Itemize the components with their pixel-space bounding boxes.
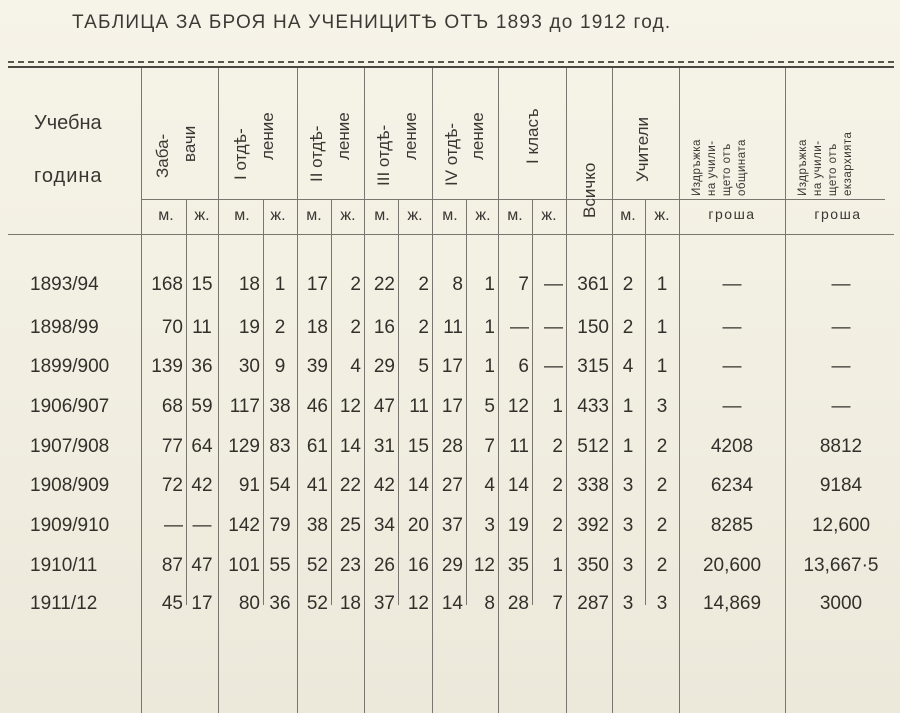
cell-total: 392 bbox=[577, 515, 609, 536]
cell-o1-m: 80 bbox=[238, 593, 260, 614]
header-bottom-rule bbox=[8, 234, 894, 235]
cell-obsh: 20,600 bbox=[702, 555, 762, 576]
cell-year: 1899/900 bbox=[30, 356, 110, 377]
subheader-m: м. bbox=[234, 207, 250, 224]
cell-o1-m: 101 bbox=[228, 555, 260, 576]
cell-o3-m: 42 bbox=[373, 475, 395, 496]
cell-obsh: 14,869 bbox=[702, 593, 762, 614]
cell-zab-zh: 17 bbox=[191, 593, 213, 614]
subheader-grosha: гроша bbox=[708, 206, 756, 222]
cell-o4-zh: 1 bbox=[484, 356, 495, 377]
subheader-zh: ж. bbox=[340, 207, 356, 224]
cell-o3-zh: 15 bbox=[407, 436, 429, 457]
header-otd2-line2: ление bbox=[334, 112, 353, 160]
header-izd-ekzarhiya-line1: Издръжка bbox=[797, 139, 809, 196]
cell-uch-zh: 2 bbox=[656, 555, 668, 576]
cell-total: 150 bbox=[577, 317, 609, 338]
header-otd3-line1: III отдѣ- bbox=[374, 124, 393, 186]
cell-o4-m: 27 bbox=[441, 475, 463, 496]
cell-o1-m: 129 bbox=[228, 436, 260, 457]
subheader-zh: ж. bbox=[270, 207, 286, 224]
cell-uch-m: 1 bbox=[622, 436, 634, 457]
cell-o3-m: 34 bbox=[373, 515, 395, 536]
cell-zab-zh: 11 bbox=[192, 317, 212, 338]
cell-o2-zh: 2 bbox=[350, 317, 361, 338]
cell-ekz: 9184 bbox=[819, 475, 863, 496]
table-row bbox=[0, 390, 900, 424]
cell-k1-m: 7 bbox=[518, 274, 529, 295]
cell-o4-m: 8 bbox=[452, 274, 463, 295]
cell-o1-zh: 83 bbox=[269, 436, 291, 457]
cell-zab-m: 68 bbox=[161, 396, 183, 417]
cell-o3-zh: 2 bbox=[418, 274, 429, 295]
table-row bbox=[0, 311, 900, 345]
header-izd-ekzarhiya-line2: на учили- bbox=[812, 140, 824, 196]
cell-k1-zh: 1 bbox=[552, 555, 563, 576]
cell-o4-m: 29 bbox=[441, 555, 463, 576]
cell-k1-zh: — bbox=[544, 274, 563, 295]
cell-zab-m: 72 bbox=[161, 475, 183, 496]
cell-o4-zh: 5 bbox=[484, 396, 495, 417]
cell-total: 315 bbox=[577, 356, 609, 377]
cell-uch-zh: 1 bbox=[656, 317, 668, 338]
cell-o3-m: 47 bbox=[373, 396, 395, 417]
cell-o2-zh: 22 bbox=[339, 475, 361, 496]
cell-k1-zh: 2 bbox=[552, 515, 563, 536]
subheader-m: м. bbox=[442, 207, 458, 224]
cell-zab-m: 45 bbox=[161, 593, 183, 614]
cell-o1-zh: 36 bbox=[269, 593, 291, 614]
cell-ekz: 8812 bbox=[819, 436, 863, 457]
cell-o3-m: 26 bbox=[373, 555, 395, 576]
cell-o2-zh: 2 bbox=[350, 274, 361, 295]
subheader-zh: ж. bbox=[475, 207, 491, 224]
cell-o2-m: 39 bbox=[306, 356, 328, 377]
cell-year: 1909/910 bbox=[30, 515, 110, 536]
subheader-rule bbox=[141, 199, 885, 200]
cell-uch-m: 1 bbox=[622, 396, 634, 417]
cell-o2-m: 17 bbox=[306, 274, 328, 295]
cell-uch-zh: 2 bbox=[656, 475, 668, 496]
cell-zab-m: 70 bbox=[161, 317, 183, 338]
header-vsichko: Всичко bbox=[580, 162, 599, 218]
table-row bbox=[0, 587, 900, 621]
cell-o1-zh: 2 bbox=[274, 317, 286, 338]
cell-ekz: 13,667·5 bbox=[803, 555, 879, 576]
cell-k1-zh: 2 bbox=[552, 436, 563, 457]
cell-o3-m: 31 bbox=[373, 436, 395, 457]
cell-zab-m: — bbox=[164, 515, 183, 536]
cell-uch-zh: 1 bbox=[656, 274, 668, 295]
cell-o3-zh: 14 bbox=[407, 475, 429, 496]
cell-o3-m: 16 bbox=[373, 317, 395, 338]
subheader-m: м. bbox=[158, 207, 174, 224]
cell-year: 1908/909 bbox=[30, 475, 110, 496]
cell-zab-m: 139 bbox=[151, 356, 183, 377]
subheader-m: м. bbox=[507, 207, 523, 224]
cell-o3-zh: 5 bbox=[418, 356, 429, 377]
cell-ekz: — bbox=[831, 396, 851, 417]
cell-o1-zh: 38 bbox=[269, 396, 291, 417]
cell-k1-m: 6 bbox=[518, 356, 529, 377]
cell-year: 1898/99 bbox=[30, 317, 99, 338]
cell-obsh: 4208 bbox=[710, 436, 754, 457]
cell-o4-zh: 7 bbox=[484, 436, 495, 457]
cell-o2-zh: 4 bbox=[350, 356, 361, 377]
cell-zab-zh: 59 bbox=[191, 396, 213, 417]
cell-o2-m: 52 bbox=[306, 555, 328, 576]
cell-o2-m: 41 bbox=[306, 475, 328, 496]
cell-o2-m: 61 bbox=[306, 436, 328, 457]
header-year-line2: година bbox=[34, 165, 103, 187]
cell-o4-m: 17 bbox=[441, 356, 463, 377]
cell-o1-m: 117 bbox=[229, 396, 260, 417]
cell-k1-zh: 2 bbox=[552, 475, 563, 496]
cell-k1-m: 11 bbox=[509, 436, 529, 457]
cell-obsh: — bbox=[722, 396, 742, 417]
header-otd1-line2: ление bbox=[258, 112, 277, 160]
cell-ekz: 3000 bbox=[819, 593, 863, 614]
cell-o4-m: 14 bbox=[441, 593, 463, 614]
header-otd1-line1: I отдѣ- bbox=[231, 128, 250, 180]
cell-o1-zh: 9 bbox=[274, 356, 286, 377]
cell-o1-m: 19 bbox=[238, 317, 260, 338]
cell-uch-zh: 3 bbox=[656, 396, 668, 417]
cell-zab-zh: — bbox=[192, 515, 212, 536]
cell-year: 1911/12 bbox=[30, 593, 98, 614]
header-zabavachi-line1: Заба- bbox=[153, 133, 172, 178]
cell-total: 350 bbox=[577, 555, 609, 576]
header-izd-ekzarhiya-line4: екзархията bbox=[842, 131, 854, 196]
cell-uch-m: 2 bbox=[622, 274, 634, 295]
cell-o1-m: 30 bbox=[238, 356, 260, 377]
cell-o4-m: 11 bbox=[443, 317, 463, 338]
header-otd4-line1: IV отдѣ- bbox=[442, 122, 461, 186]
header-uchiteli: Учители bbox=[633, 116, 652, 182]
cell-o4-zh: 1 bbox=[484, 274, 495, 295]
cell-o2-zh: 12 bbox=[339, 396, 361, 417]
header-otd3-line2: ление bbox=[401, 112, 420, 160]
cell-ekz: — bbox=[831, 356, 851, 377]
cell-uch-zh: 2 bbox=[656, 436, 668, 457]
cell-zab-m: 168 bbox=[151, 274, 183, 295]
cell-obsh: — bbox=[722, 356, 742, 377]
header-izd-obshtina-line3: щето отъ bbox=[721, 143, 733, 196]
cell-o3-zh: 20 bbox=[407, 515, 429, 536]
subheader-zh: ж. bbox=[654, 207, 670, 224]
cell-o4-zh: 12 bbox=[473, 555, 495, 576]
header-izd-obshtina-line1: Издръжка bbox=[691, 139, 703, 196]
cell-total: 512 bbox=[577, 436, 609, 457]
cell-zab-m: 87 bbox=[161, 555, 183, 576]
cell-uch-m: 2 bbox=[622, 317, 634, 338]
table-row bbox=[0, 549, 900, 583]
cell-o1-m: 142 bbox=[228, 515, 260, 536]
cell-uch-zh: 3 bbox=[656, 593, 668, 614]
cell-o4-zh: 4 bbox=[484, 475, 495, 496]
cell-k1-zh: 7 bbox=[552, 593, 563, 614]
cell-year: 1910/11 bbox=[30, 555, 98, 576]
cell-ekz: — bbox=[831, 274, 851, 295]
cell-k1-m: 12 bbox=[507, 396, 529, 417]
cell-year: 1907/908 bbox=[30, 436, 110, 457]
cell-o3-m: 29 bbox=[373, 356, 395, 377]
cell-o3-zh: 11 bbox=[409, 396, 429, 417]
cell-k1-zh: — bbox=[544, 317, 563, 338]
cell-o4-zh: 1 bbox=[484, 317, 495, 338]
subheader-zh: ж. bbox=[407, 207, 423, 224]
cell-k1-m: 19 bbox=[507, 515, 529, 536]
cell-obsh: 6234 bbox=[710, 475, 754, 496]
subheader-grosha: гроша bbox=[814, 206, 862, 222]
cell-o2-zh: 18 bbox=[339, 593, 361, 614]
cell-o1-zh: 55 bbox=[269, 555, 291, 576]
cell-total: 361 bbox=[577, 274, 609, 295]
cell-k1-zh: 1 bbox=[552, 396, 563, 417]
cell-k1-m: 35 bbox=[507, 555, 529, 576]
cell-o2-zh: 14 bbox=[339, 436, 361, 457]
cell-o2-m: 52 bbox=[306, 593, 328, 614]
cell-zab-m: 77 bbox=[161, 436, 183, 457]
cell-o2-m: 38 bbox=[306, 515, 328, 536]
cell-k1-zh: — bbox=[544, 356, 563, 377]
table-row bbox=[0, 268, 900, 302]
cell-o1-zh: 54 bbox=[269, 475, 291, 496]
cell-o3-m: 37 bbox=[373, 593, 395, 614]
cell-uch-m: 3 bbox=[622, 475, 634, 496]
cell-total: 433 bbox=[577, 396, 609, 417]
subheader-zh: ж. bbox=[194, 207, 210, 224]
cell-o1-zh: 79 bbox=[269, 515, 291, 536]
header-izd-obshtina-line2: на учили- bbox=[706, 140, 718, 196]
cell-o4-zh: 8 bbox=[484, 593, 495, 614]
cell-o4-m: 37 bbox=[441, 515, 463, 536]
cell-o2-zh: 23 bbox=[339, 555, 361, 576]
table-row bbox=[0, 509, 900, 543]
cell-uch-m: 3 bbox=[622, 515, 634, 536]
cell-o1-zh: 1 bbox=[274, 274, 286, 295]
cell-zab-zh: 47 bbox=[191, 555, 213, 576]
cell-o1-m: 18 bbox=[238, 274, 260, 295]
cell-uch-m: 4 bbox=[622, 356, 634, 377]
subheader-m: м. bbox=[374, 207, 390, 224]
cell-o2-zh: 25 bbox=[339, 515, 361, 536]
cell-uch-m: 3 bbox=[622, 593, 634, 614]
cell-o4-zh: 3 bbox=[484, 515, 495, 536]
cell-o3-zh: 16 bbox=[407, 555, 429, 576]
cell-o1-m: 91 bbox=[238, 475, 260, 496]
table-row bbox=[0, 430, 900, 464]
cell-o4-m: 17 bbox=[441, 396, 463, 417]
cell-year: 1893/94 bbox=[30, 274, 99, 295]
cell-uch-zh: 1 bbox=[656, 356, 668, 377]
header-izd-obshtina-line4: общината bbox=[736, 139, 748, 196]
cell-o3-m: 22 bbox=[373, 274, 395, 295]
table-row bbox=[0, 350, 900, 384]
cell-k1-m: 14 bbox=[507, 475, 529, 496]
subheader-zh: ж. bbox=[541, 207, 557, 224]
table-row bbox=[0, 469, 900, 503]
header-klas1: I класъ bbox=[523, 108, 542, 164]
subheader-m: м. bbox=[620, 207, 636, 224]
cell-uch-zh: 2 bbox=[656, 515, 668, 536]
cell-obsh: — bbox=[722, 317, 742, 338]
cell-total: 338 bbox=[577, 475, 609, 496]
cell-k1-m: — bbox=[510, 317, 529, 338]
header-year-line1: Учебна bbox=[34, 112, 102, 134]
cell-zab-zh: 36 bbox=[191, 356, 213, 377]
cell-obsh: 8285 bbox=[710, 515, 754, 536]
cell-o3-zh: 12 bbox=[407, 593, 429, 614]
cell-zab-zh: 64 bbox=[191, 436, 213, 457]
cell-uch-m: 3 bbox=[622, 555, 634, 576]
cell-o4-m: 28 bbox=[441, 436, 463, 457]
cell-ekz: — bbox=[831, 317, 851, 338]
cell-zab-zh: 42 bbox=[191, 475, 213, 496]
cell-ekz: 12,600 bbox=[811, 515, 871, 536]
cell-zab-zh: 15 bbox=[191, 274, 213, 295]
cell-k1-m: 28 bbox=[507, 593, 529, 614]
cell-year: 1906/907 bbox=[30, 396, 110, 417]
table-title: ТАБЛИЦА ЗА БРОЯ НА УЧЕНИЦИТѢ ОТЪ 1893 до 1912 год. bbox=[72, 12, 672, 33]
cell-obsh: — bbox=[722, 274, 742, 295]
subheader-m: м. bbox=[306, 207, 322, 224]
header-otd2-line1: II отдѣ- bbox=[307, 125, 326, 182]
cell-o2-m: 18 bbox=[306, 317, 328, 338]
cell-o3-zh: 2 bbox=[418, 317, 429, 338]
header-otd4-line2: ление bbox=[468, 112, 487, 160]
header-zabavachi-line2: вачи bbox=[180, 125, 199, 162]
header-izd-ekzarhiya-line3: щето отъ bbox=[827, 143, 839, 196]
cell-o2-m: 46 bbox=[306, 396, 328, 417]
cell-total: 287 bbox=[577, 593, 609, 614]
